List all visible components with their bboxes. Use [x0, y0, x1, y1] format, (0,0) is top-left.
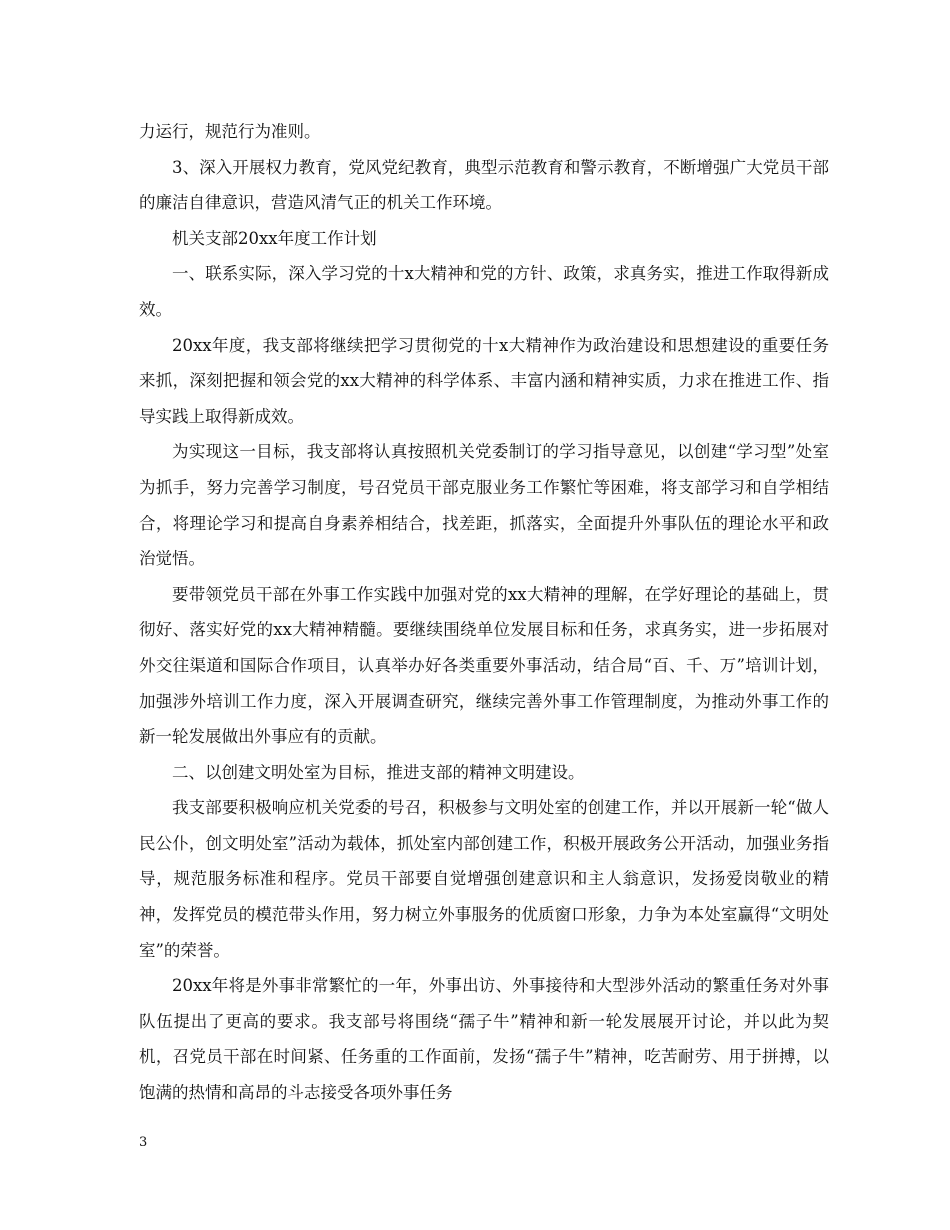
section-heading-work-plan: 机关支部20xx年度工作计划 — [172, 228, 377, 248]
page-number: 3 — [139, 1135, 148, 1150]
paragraph-study-plan: 20xx年度，我支部将继续把学习贯彻党的十x大精神作为政治建设和思想建设的重要任务来抓，深刻把握和领会党的xx大精神的科学体系、丰富内涵和精神实质，力求在推进工作、指导实践上取得新成效。 — [139, 335, 829, 426]
paragraph-civilized-office: 我支部要积极响应机关党委的号召，积极参与文明处室的创建工作，并以开展新一轮“做人民公仆，创文明处室”活动为载体，抓处室内部创建工作，积极开展政务公开活动，加强业务指导，规范服务标准和程序。党员干部要自觉增强创建意识和主人翁意识，发扬爱岗敬业的精神，发挥党员的模范带头作用，努力树立外事服务的优质窗口形象，力争为本处室赢得“文明处室”的荣誉。 — [139, 798, 829, 960]
paragraph-busy-year: 20xx年将是外事非常繁忙的一年，外事出访、外事接待和大型涉外活动的繁重任务对外事队伍提出了更高的要求。我支部号将围绕“孺子牛”精神和新一轮发展展开讨论，并以此为契机，召党员干部在时间紧、任务重的工作面前，发扬“孺子牛”精神，吃苦耐劳、用于拼搏，以饱满的热情和高昂的斗志接受各项外事任务 — [139, 976, 829, 1103]
paragraph-point-one: 一、联系实际，深入学习党的十x大精神和党的方针、政策，求真务实，推进工作取得新成效。 — [139, 264, 829, 319]
paragraph-point-two: 二、以创建文明处室为目标，推进支部的精神文明建设。 — [172, 762, 585, 782]
document-body — [139, 114, 829, 1111]
paragraph-learning-goal: 为实现这一目标，我支部将认真按照机关党委制订的学习指导意见，以创建“学习型”处室为抓手，努力完善学习制度，号召党员干部克服业务工作繁忙等困难，将支部学习和自学相结合，将理论学习和提高自身素养相结合，找差距，抓落实，全面提升外事队伍的理论水平和政治觉悟。 — [139, 442, 829, 569]
paragraph-continuation: 力运行，规范行为准则。 — [139, 122, 321, 141]
paragraph-practice: 要带领党员干部在外事工作实践中加强对党的xx大精神的理解，在学好理论的基础上，贯彻好、落实好党的xx大精神精髓。要继续围绕单位发展目标和任务，求真务实，进一步拓展对外交往渠道和国际合作项目，认真举办好各类重要外事活动，结合局“百、千、万”培训计划，加强涉外培训工作力度，深入开展调查研究，继续完善外事工作管理制度，为推动外事工作的新一轮发展做出外事应有的贡献。 — [139, 584, 829, 747]
paragraph-item-3: 3、深入开展权力教育，党风党纪教育，典型示范教育和警示教育，不断增强广大党员干部的廉洁自律意识，营造风清气正的机关工作环境。 — [139, 157, 829, 213]
